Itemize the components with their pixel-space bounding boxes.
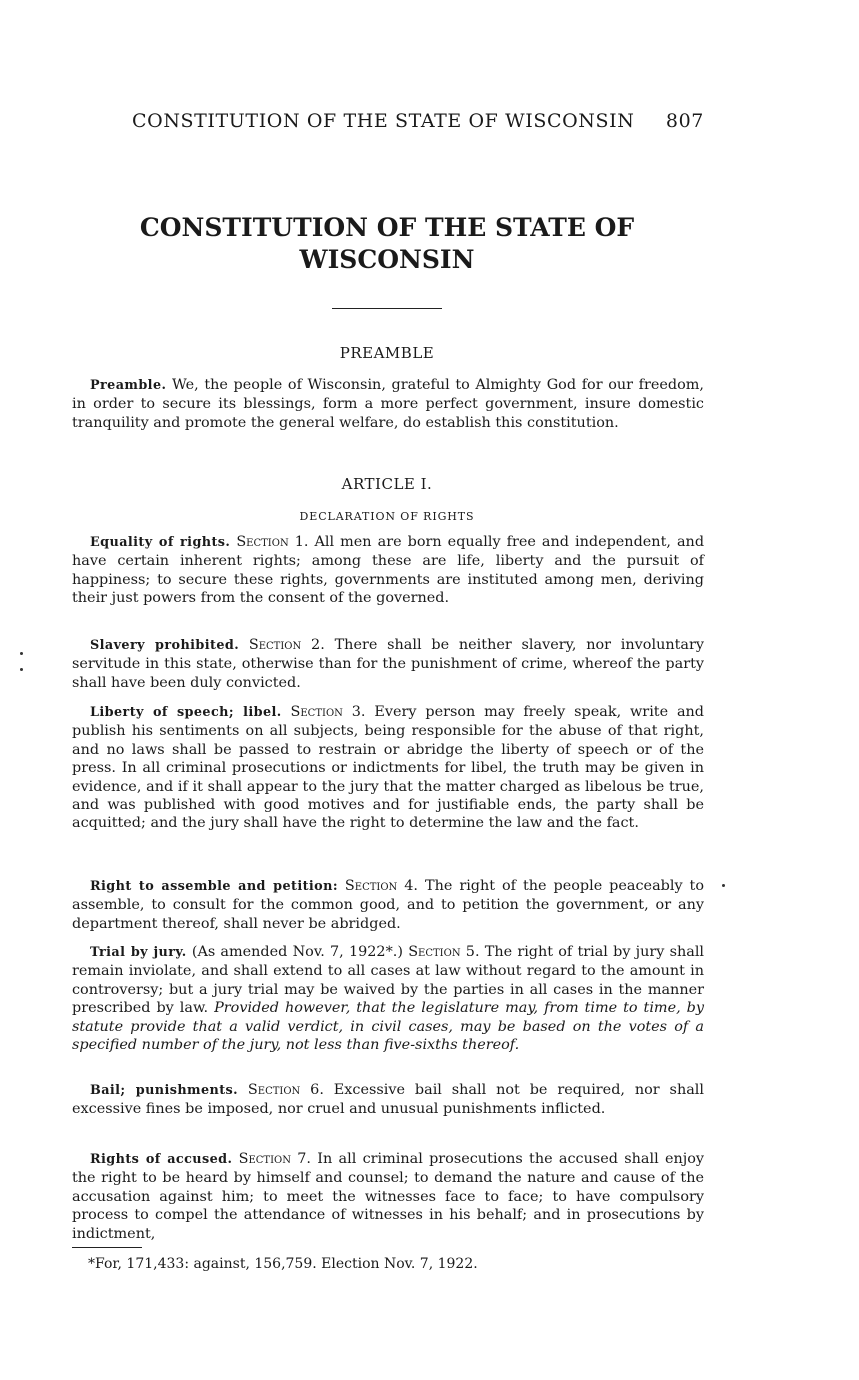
title-divider — [332, 308, 442, 309]
section-7-text: In all criminal prosecutions the accused shall enjoy the right to be heard by himself and counsel; to demand the nature and cause of the accusation against him; to meet the witnesses face to face; to have compulsory process to compel the attendance of witnesses in his behalf; and in prosecutions by indictment, — [72, 1151, 705, 1242]
running-head-title: CONSTITUTION OF THE STATE OF WISCONSIN — [132, 110, 635, 132]
section-1 — [72, 533, 704, 608]
section-6-label: Section 6. — [247, 1082, 324, 1098]
article-subheading: DECLARATION OF RIGHTS — [299, 510, 475, 523]
section-5-text: The right of trial by jury shall remain inviolate, and shall extend to all cases at law without regard to the amount in controversy; but a jury trial may be waived by the parties in all cases in the manner prescribed by law. — [72, 944, 705, 1017]
margin-speck — [20, 652, 23, 655]
section-2-label: Section 2. — [248, 637, 325, 653]
footnote: *For, 171,433: against, 156,759. Election Nov. 7, 1922. — [88, 1256, 478, 1272]
section-4-label: Section 4. — [344, 878, 418, 894]
section-5 — [72, 943, 704, 1054]
section-7 — [72, 1150, 704, 1243]
running-head — [132, 110, 704, 132]
margin-speck — [20, 668, 23, 671]
section-6-text: Excessive bail shall not be required, nor shall excessive fines be imposed, nor cruel and unusual punishments inflicted. — [72, 1082, 704, 1118]
section-2-text: There shall be neither slavery, nor involuntary servitude in this state, otherwise than for the punishment of crime, whereof the party shall have been duly convicted. — [72, 637, 704, 691]
preamble-sidehead: Preamble. — [90, 378, 167, 393]
preamble-paragraph — [72, 376, 704, 432]
section-1-label: Section 1. — [236, 534, 309, 550]
section-7-label: Section 7. — [238, 1151, 312, 1167]
section-5-amendment-note: (As amended Nov. 7, 1922*.) — [191, 944, 403, 960]
section-3-sidehead: Liberty of speech; libel. — [90, 705, 282, 720]
section-3-label: Section 3. — [290, 704, 366, 720]
section-1-text: All men are born equally free and independent, and have certain inherent rights; among these are life, liberty and the pursuit of happiness; to secure these rights, governments are instituted among men, deriving their just powers from the consent of the governed. — [72, 534, 705, 607]
section-5-label: Section 5. — [408, 944, 480, 960]
section-3-text: Every person may freely speak, write and publish his sentiments on all subjects, being responsible for the abuse of that right, and no laws shall be passed to restrain or abridge the liberty of speech or of the press. In all criminal prosecutions or indictments for libel, the truth may be given in evidence, and if it shall appear to the jury that the matter charged as libelous be true, and was published with good motives and for justifiable ends, the party shall be acquitted; and the jury shall have the right to determine the law and the fact. — [72, 704, 705, 832]
section-4-sidehead: Right to assemble and petition: — [90, 879, 338, 894]
section-4 — [72, 877, 704, 933]
section-5-proviso: Provided however, that the legislature may, from time to time, by statute provide that a valid verdict, in civil cases, may be based on the votes of a specified number of the jury, not less than five-sixths thereof. — [72, 1000, 704, 1054]
section-6-sidehead: Bail; punishments. — [90, 1083, 239, 1098]
section-2-sidehead: Slavery prohibited. — [90, 638, 240, 653]
page-title: CONSTITUTION OF THE STATE OF WISCONSIN — [139, 213, 635, 274]
section-3 — [72, 703, 704, 833]
section-6 — [72, 1081, 704, 1119]
section-7-sidehead: Rights of accused. — [90, 1152, 233, 1167]
page-number: 807 — [665, 110, 704, 132]
preamble-text: We, the people of Wisconsin, grateful to Almighty God for our freedom, in order to secure its blessings, form a more perfect government, insure domestic tranquility and promote the general welfare, do establish this constitution. — [72, 377, 704, 431]
section-5-sidehead: Trial by jury. — [90, 945, 187, 960]
article-heading: ARTICLE I. — [341, 475, 433, 493]
footnote-rule — [72, 1247, 142, 1248]
section-4-text: The right of the people peaceably to assemble, to consult for the common good, and to petition the government, or any department thereof, shall never be abridged. — [72, 878, 704, 932]
section-1-sidehead: Equality of rights. — [90, 535, 231, 550]
section-2 — [72, 636, 704, 692]
margin-speck — [722, 884, 725, 887]
preamble-heading: PREAMBLE — [339, 344, 435, 362]
